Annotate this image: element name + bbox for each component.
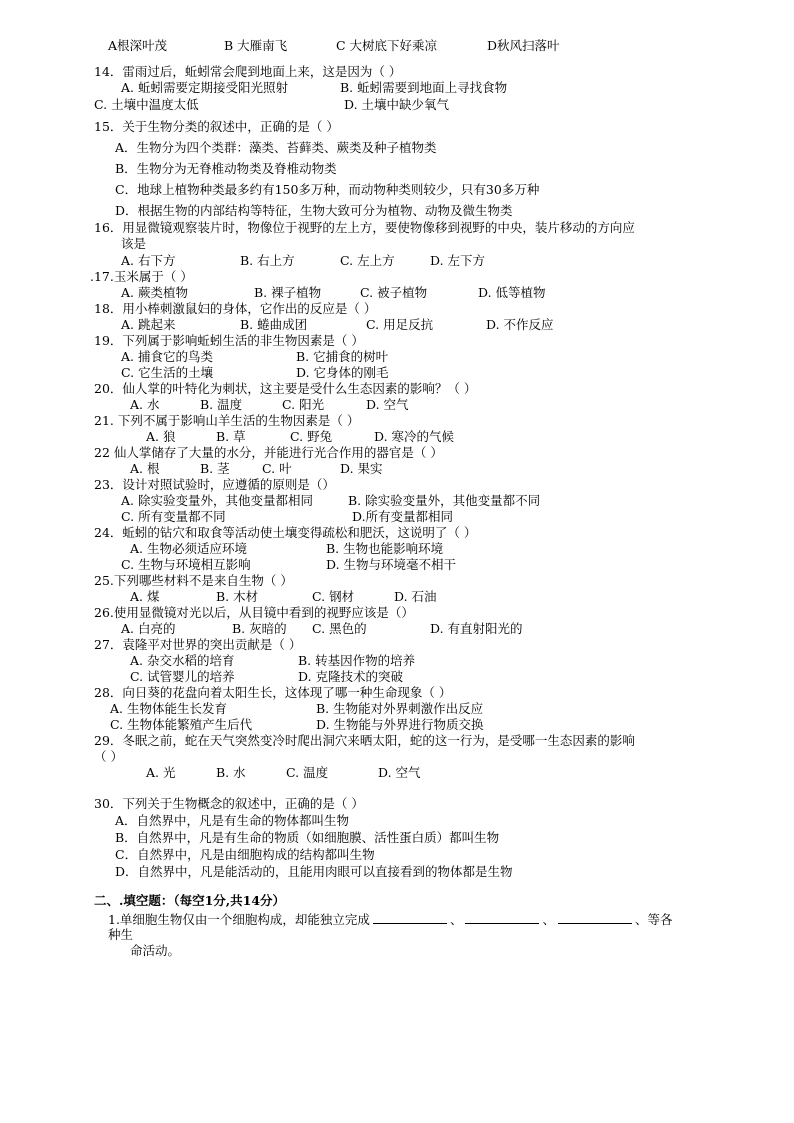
q26-stem: 26.使用显微镜对光以后，从目镜中看到的视野应该是（）	[94, 605, 414, 620]
fill-blank-1[interactable]	[373, 911, 447, 924]
q29-stem: 29．冬眠之前，蛇在天气突然变冷时爬出洞穴来晒太阳，蛇的这一行为，是受哪一生态因素的影响	[94, 733, 635, 748]
q27-stem: 27．袁隆平对世界的突出贡献是（ ）	[94, 637, 302, 652]
section2-title: 二、.填空题：（每空1分,共14分）	[94, 893, 286, 908]
q21-option-b: B. 草	[216, 429, 246, 444]
q14-option-b: B. 蚯蚓需要到地面上寻找食物	[340, 80, 508, 95]
q21-stem: 21. 下列不属于影响山羊生活的生物因素是（ ）	[94, 413, 360, 428]
q19-option-a: A. 捕食它的鸟类	[121, 349, 213, 364]
q28-option-a: A. 生物体能生长发育	[110, 701, 227, 716]
q21-option-a: A. 狼	[146, 429, 176, 444]
q22-option-d: D. 果实	[340, 461, 383, 476]
q22-option-c: C. 叶	[262, 461, 292, 476]
q13-option-b: B 大雁南飞	[224, 38, 288, 53]
q23-option-a: A. 除实验变量外，其他变量都相同	[121, 493, 313, 508]
q13-option-a: A根深叶茂	[108, 38, 168, 53]
q29-stem-cont: （ ）	[94, 749, 123, 764]
q25-stem: 25.下列哪些材料不是来自生物（ ）	[94, 573, 293, 588]
q28-stem: 28．向日葵的花盘向着太阳生长，这体现了哪一种生命现象（ ）	[94, 685, 452, 700]
q15-stem: 15．关于生物分类的叙述中，正确的是（ ）	[94, 119, 339, 134]
q18-stem: 18．用小棒刺激鼠妇的身体，它作出的反应是（ ）	[94, 301, 377, 316]
q28-option-c: C. 生物体能繁殖产生后代	[110, 717, 253, 732]
q24-option-d: D. 生物与环境毫不相干	[326, 557, 457, 572]
q24-stem: 24．蚯蚓的钻穴和取食等活动使土壤变得疏松和肥沃，这说明了（ ）	[94, 525, 477, 540]
q15-option-d: D．根据生物的内部结构等特征，生物大致可分为植物、动物及微生物类	[115, 203, 513, 218]
q26-option-c: C. 黑色的	[312, 621, 367, 636]
q23-option-c: C. 所有变量都不同	[121, 509, 226, 524]
q16-option-a: A. 右下方	[121, 253, 176, 268]
q30-option-c: C．自然界中，凡是由细胞构成的结构都叫生物	[115, 847, 375, 862]
q17-option-a: A. 蕨类植物	[121, 285, 188, 300]
q18-option-d: D. 不作反应	[486, 317, 554, 332]
q21-option-c: C. 野兔	[290, 429, 333, 444]
q30-option-b: B．自然界中，凡是有生命的物质（如细胞膜、活性蛋白质）都叫生物	[115, 830, 500, 845]
fill-sep-1: 、	[449, 912, 463, 927]
q23-stem: 23．设计对照试验时，应遵循的原则是（）	[94, 477, 335, 492]
fill-q1-end: 命活动。	[130, 943, 181, 958]
q24-option-a: A. 生物必须适应环境	[130, 541, 247, 556]
q16-option-d: D. 左下方	[430, 253, 486, 268]
q16-option-b: B. 右上方	[240, 253, 295, 268]
q14-option-c: C. 土壤中温度太低	[94, 97, 199, 112]
q18-option-c: C. 用足反抗	[366, 317, 434, 332]
q15-option-b: B．生物分为无脊椎动物类及脊椎动物类	[115, 161, 337, 176]
q25-option-a: A. 煤	[130, 589, 160, 604]
q17-option-b: B. 裸子植物	[254, 285, 322, 300]
q26-option-d: D. 有直射阳光的	[430, 621, 523, 636]
q24-option-b: B. 生物也能影响环境	[326, 541, 444, 556]
fill-q1-text: 1.单细胞生物仅由一个细胞构成，却能独立完成	[108, 912, 370, 927]
q28-option-d: D. 生物能与外界进行物质交换	[316, 717, 484, 732]
q23-option-d: D.所有变量都相同	[352, 509, 454, 524]
q27-option-b: B. 转基因作物的培养	[298, 653, 416, 668]
fill-q1-cont: 种生	[108, 927, 134, 942]
q20-option-d: D. 空气	[366, 397, 409, 412]
q30-stem: 30．下列关于生物概念的叙述中，正确的是（ ）	[94, 796, 364, 811]
fill-blank-3[interactable]	[558, 911, 632, 924]
q30-option-d: D．自然界中，凡是能活动的，且能用肉眼可以直接看到的物体都是生物	[115, 864, 513, 879]
q27-option-c: C. 试管婴儿的培养	[130, 669, 235, 684]
q22-stem: 22 仙人掌储存了大量的水分，并能进行光合作用的器官是（ ）	[94, 445, 443, 460]
q21-option-d: D. 寒冷的气候	[374, 429, 455, 444]
q16-stem: 16．用显微镜观察装片时，物像位于视野的左上方，要使物像移到视野的中央，装片移动的方向应	[94, 220, 635, 235]
fill-sep-2: 、	[542, 912, 555, 927]
q14-stem: 14．雷雨过后，蚯蚓常会爬到地面上来，这是因为（ ）	[94, 64, 402, 79]
q16-option-c: C. 左上方	[340, 253, 395, 268]
q29-option-c: C. 温度	[286, 765, 329, 780]
q22-option-b: B. 茎	[200, 461, 230, 476]
q14-option-d: D. 土壤中缺少氧气	[344, 97, 450, 112]
fill-blank-2[interactable]	[465, 911, 539, 924]
q30-option-a: A．自然界中，凡是有生命的物体都叫生物	[115, 813, 350, 828]
q17-option-c: C. 被子植物	[360, 285, 428, 300]
q24-option-c: C. 生物与环境相互影响	[121, 557, 251, 572]
q22-option-a: A. 根	[130, 461, 160, 476]
q26-option-a: A. 白亮的	[121, 621, 176, 636]
q13-option-c: C 大树底下好乘凉	[336, 38, 438, 53]
q16-stem-cont: 该是	[121, 236, 147, 251]
q18-option-a: A. 跳起来	[121, 317, 176, 332]
q25-option-c: C. 钢材	[312, 589, 355, 604]
q19-option-c: C. 它生活的土壤	[121, 365, 214, 380]
fill-question-1	[108, 911, 672, 928]
q15-option-a: A．生物分为四个类群：藻类、苔藓类、蕨类及种子植物类	[115, 140, 437, 155]
q20-stem: 20．仙人掌的叶特化为刺状，这主要是受什么生态因素的影响？（ ）	[94, 381, 477, 396]
q17-stem: .17.玉米属于（ ）	[90, 269, 193, 284]
fill-sep-3: 、等各	[634, 912, 673, 927]
q27-option-a: A. 杂交水稻的培育	[130, 653, 235, 668]
q17-option-d: D. 低等植物	[478, 285, 546, 300]
q14-option-a: A. 蚯蚓需要定期接受阳光照射	[121, 80, 288, 95]
q25-option-b: B. 木材	[216, 589, 259, 604]
q15-option-c: C．地球上植物种类最多约有150多万种，而动物种类则较少，只有30多万种	[115, 182, 540, 197]
q23-option-b: B. 除实验变量外，其他变量都不同	[348, 493, 541, 508]
q19-stem: 19．下列属于影响蚯蚓生活的非生物因素是（ ）	[94, 333, 364, 348]
q18-option-b: B. 蜷曲成团	[240, 317, 308, 332]
q27-option-d: D. 克隆技术的突破	[298, 669, 404, 684]
q25-option-d: D. 石油	[394, 589, 437, 604]
q20-option-b: B. 温度	[200, 397, 243, 412]
q26-option-b: B. 灰暗的	[232, 621, 287, 636]
q29-option-b: B. 水	[216, 765, 246, 780]
q19-option-b: B. 它捕食的树叶	[296, 349, 389, 364]
q20-option-c: C. 阳光	[282, 397, 325, 412]
q13-option-d: D秋风扫落叶	[487, 38, 560, 53]
q29-option-a: A. 光	[146, 765, 176, 780]
q29-option-d: D. 空气	[378, 765, 421, 780]
q28-option-b: B. 生物能对外界刺激作出反应	[316, 701, 484, 716]
q19-option-d: D. 它身体的刚毛	[296, 365, 389, 380]
q20-option-a: A. 水	[130, 397, 160, 412]
